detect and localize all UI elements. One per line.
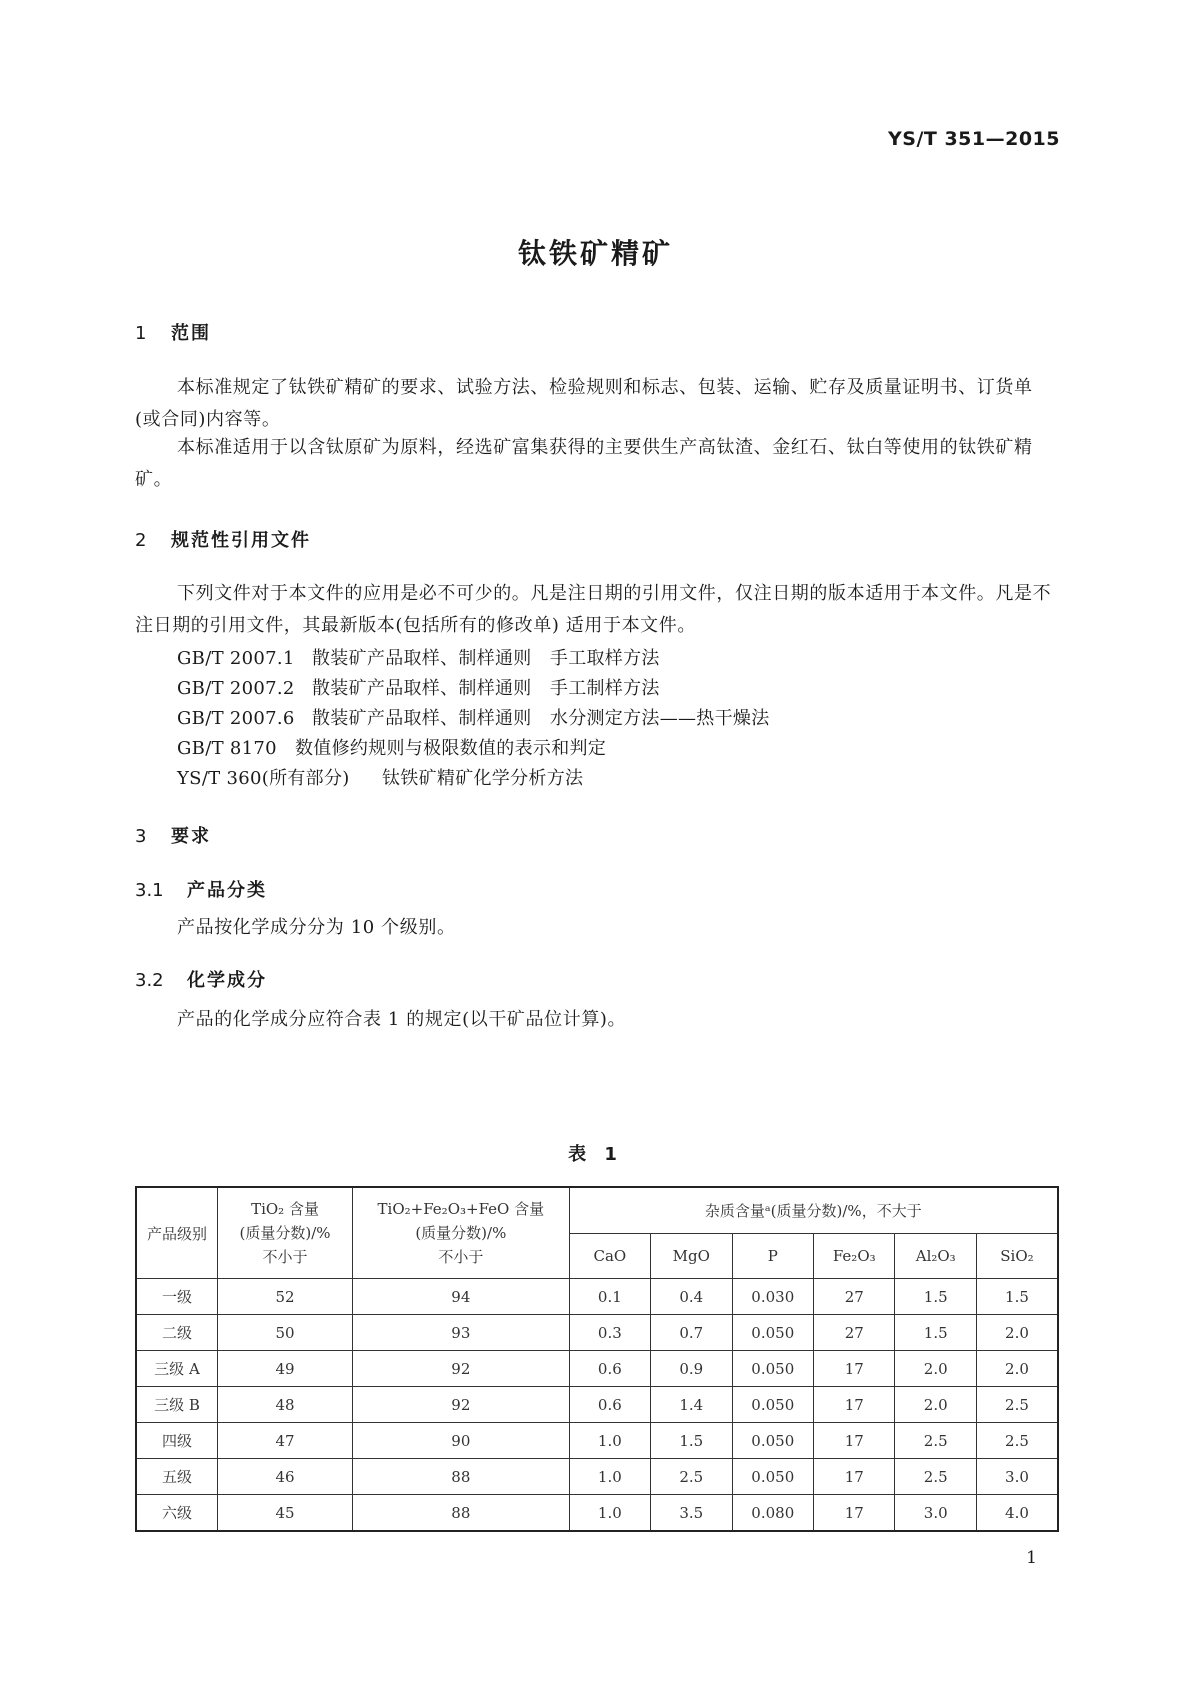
section-number: 1	[135, 323, 147, 344]
section-title: 产品分类	[187, 880, 267, 901]
table-cell: 1.4	[651, 1387, 732, 1423]
table-row	[136, 1351, 1058, 1387]
table-cell: 2.5	[895, 1459, 976, 1495]
reference-item	[177, 704, 770, 730]
table-cell: 2.0	[895, 1351, 976, 1387]
table-cell: 0.1	[569, 1279, 650, 1315]
table-cell: 2.0	[895, 1387, 976, 1423]
table-row	[136, 1387, 1058, 1423]
reference-code: GB/T 8170	[177, 738, 277, 759]
table-cell: 0.9	[651, 1351, 732, 1387]
table-cell: 六级	[136, 1495, 217, 1532]
reference-code: YS/T 360(所有部分)	[177, 768, 350, 789]
table-cell: 45	[217, 1495, 352, 1532]
section-number: 3.2	[135, 970, 164, 991]
table-cell: 2.5	[651, 1459, 732, 1495]
section-number: 3.1	[135, 880, 164, 901]
header-line: TiO₂ 含量	[251, 1200, 319, 1218]
reference-name: 散装矿产品取样、制样通则 手工制样方法	[312, 678, 660, 699]
table-cell: 48	[217, 1387, 352, 1423]
table-row	[136, 1279, 1058, 1315]
reference-name: 散装矿产品取样、制样通则 水分测定方法——热干燥法	[312, 708, 770, 729]
table-cell: 17	[814, 1351, 895, 1387]
section-number: 2	[135, 530, 147, 551]
header-impurity: 杂质含量ᵃ(质量分数)/%，不大于	[569, 1187, 1058, 1234]
table-row	[136, 1315, 1058, 1351]
section-3-1-heading	[135, 876, 267, 902]
document-title: 钛铁矿精矿	[517, 237, 673, 270]
table-cell: 92	[353, 1351, 570, 1387]
header-cao: CaO	[569, 1234, 650, 1279]
scope-paragraph-1: 本标准规定了钛铁矿精矿的要求、试验方法、检验规则和标志、包装、运输、贮存及质量证明书、订货单(或合同)内容等。	[135, 377, 1033, 430]
standard-code: YS/T 351—2015	[888, 128, 1060, 150]
table-cell: 0.050	[732, 1387, 813, 1423]
table-cell: 17	[814, 1387, 895, 1423]
reference-item	[177, 674, 660, 700]
table-cell: 1.0	[569, 1495, 650, 1532]
reference-name: 数值修约规则与极限数值的表示和判定	[295, 738, 607, 759]
table-cell: 92	[353, 1387, 570, 1423]
section-3-heading	[135, 822, 211, 848]
table-cell: 四级	[136, 1423, 217, 1459]
table-cell: 49	[217, 1351, 352, 1387]
table-body	[136, 1279, 1058, 1532]
section-1-heading	[135, 319, 211, 345]
header-line: (质量分数)/%	[415, 1224, 507, 1242]
reference-name: 钛铁矿精矿化学分析方法	[382, 768, 584, 789]
table-cell: 46	[217, 1459, 352, 1495]
table-cell: 1.0	[569, 1459, 650, 1495]
reference-code: GB/T 2007.1	[177, 648, 295, 669]
table-cell: 1.5	[651, 1423, 732, 1459]
table-row	[136, 1459, 1058, 1495]
table-cell: 0.050	[732, 1351, 813, 1387]
table-cell: 88	[353, 1459, 570, 1495]
table-cell: 52	[217, 1279, 352, 1315]
table-cell: 一级	[136, 1279, 217, 1315]
table-cell: 1.5	[895, 1279, 976, 1315]
header-fe2o3: Fe₂O₃	[814, 1234, 895, 1279]
table-cell: 0.050	[732, 1459, 813, 1495]
header-line: 不小于	[262, 1248, 308, 1266]
header-mgo: MgO	[651, 1234, 732, 1279]
section-3-2-heading	[135, 966, 267, 992]
table-cell: 1.5	[976, 1279, 1058, 1315]
section-number: 3	[135, 826, 147, 847]
section-title: 要求	[171, 826, 211, 847]
chemical-composition-text: 产品的化学成分应符合表 1 的规定(以干矿品位计算)。	[177, 1009, 627, 1030]
table-cell: 0.4	[651, 1279, 732, 1315]
table-cell: 3.0	[895, 1495, 976, 1532]
table-cell: 0.080	[732, 1495, 813, 1532]
table-cell: 50	[217, 1315, 352, 1351]
table-cell: 47	[217, 1423, 352, 1459]
chemical-composition-table	[135, 1186, 1059, 1532]
table-cell: 17	[814, 1495, 895, 1532]
table-cell: 0.3	[569, 1315, 650, 1351]
table-cell: 2.0	[976, 1315, 1058, 1351]
header-tio2	[217, 1187, 352, 1279]
header-sio2: SiO₂	[976, 1234, 1058, 1279]
reference-code: GB/T 2007.6	[177, 708, 295, 729]
table-cell: 0.050	[732, 1423, 813, 1459]
header-grade: 产品级别	[136, 1187, 217, 1279]
table-cell: 27	[814, 1315, 895, 1351]
table-cell: 三级 B	[136, 1387, 217, 1423]
scope-paragraph-2: 本标准适用于以含钛原矿为原料，经选矿富集获得的主要供生产高钛渣、金红石、钛白等使用的钛铁矿精矿。	[135, 437, 1033, 490]
header-total-content	[353, 1187, 570, 1279]
header-line: TiO₂+Fe₂O₃+FeO 含量	[377, 1200, 545, 1218]
table-cell: 90	[353, 1423, 570, 1459]
table-row	[136, 1423, 1058, 1459]
table-cell: 2.5	[976, 1387, 1058, 1423]
header-al2o3: Al₂O₃	[895, 1234, 976, 1279]
table-cell: 4.0	[976, 1495, 1058, 1532]
header-line: (质量分数)/%	[239, 1224, 331, 1242]
table-cell: 88	[353, 1495, 570, 1532]
page-number: 1	[1026, 1548, 1037, 1568]
table-row	[136, 1495, 1058, 1532]
table-cell: 3.5	[651, 1495, 732, 1532]
section-title: 范围	[171, 323, 211, 344]
table-cell: 93	[353, 1315, 570, 1351]
table-caption: 表 1	[568, 1144, 623, 1165]
table-cell: 17	[814, 1423, 895, 1459]
table-cell: 2.0	[976, 1351, 1058, 1387]
header-p: P	[732, 1234, 813, 1279]
table-cell: 0.7	[651, 1315, 732, 1351]
section-title: 规范性引用文件	[171, 530, 311, 551]
reference-item	[177, 764, 583, 790]
table-cell: 17	[814, 1459, 895, 1495]
table-cell: 1.0	[569, 1423, 650, 1459]
table-cell: 三级 A	[136, 1351, 217, 1387]
reference-code: GB/T 2007.2	[177, 678, 295, 699]
table-cell: 二级	[136, 1315, 217, 1351]
table-cell: 94	[353, 1279, 570, 1315]
table-cell: 3.0	[976, 1459, 1058, 1495]
classification-text: 产品按化学成分分为 10 个级别。	[177, 917, 456, 938]
table-cell: 0.030	[732, 1279, 813, 1315]
table-cell: 五级	[136, 1459, 217, 1495]
reference-name: 散装矿产品取样、制样通则 手工取样方法	[312, 648, 660, 669]
table-cell: 0.6	[569, 1351, 650, 1387]
references-intro: 下列文件对于本文件的应用是必不可少的。凡是注日期的引用文件，仅注日期的版本适用于本文件。凡是不注日期的引用文件，其最新版本(包括所有的修改单) 适用于本文件。	[135, 583, 1052, 636]
section-2-heading	[135, 526, 311, 552]
table-cell: 2.5	[976, 1423, 1058, 1459]
reference-item	[177, 734, 606, 760]
table-cell: 27	[814, 1279, 895, 1315]
header-line: 不小于	[438, 1248, 484, 1266]
reference-item	[177, 644, 660, 670]
table-cell: 2.5	[895, 1423, 976, 1459]
section-title: 化学成分	[187, 970, 267, 991]
table-cell: 0.6	[569, 1387, 650, 1423]
table-cell: 0.050	[732, 1315, 813, 1351]
table-cell: 1.5	[895, 1315, 976, 1351]
